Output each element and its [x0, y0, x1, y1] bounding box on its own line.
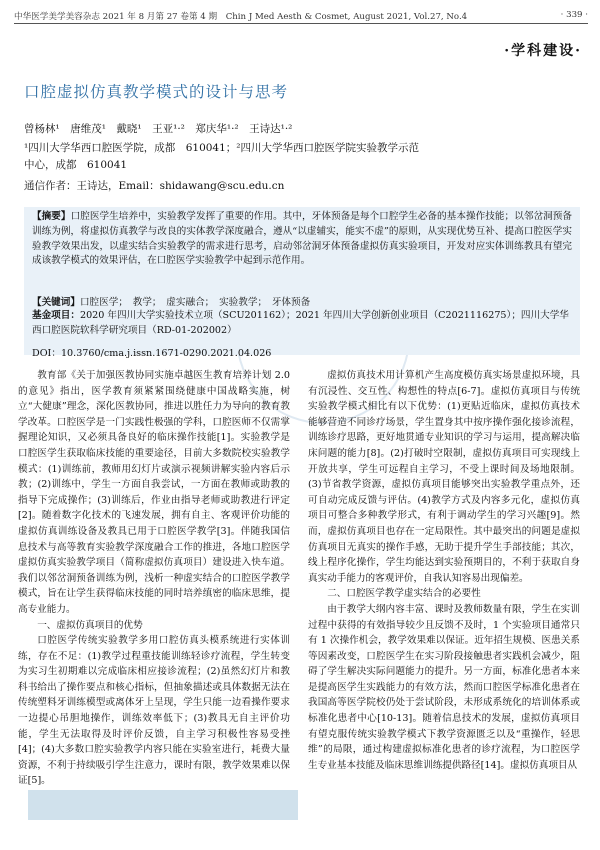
watermark-banner	[28, 790, 298, 820]
funding-label: 基金项目：	[32, 310, 80, 321]
body-paragraph: 教育部《关于加强医教协同实施卓越医生教育培养计划 2.0 的意见》指出，医学教育须紧紧围绕健康中国战略实施，树立“大健康”理念，深化医教协同，推进以胜任力为导向的教育教学改革。口腔医学是一门实践性极强的学科，口腔医师不仅需掌握理论知识，又必须具备良好的临床操作技能[1]。实验教学是口腔医学生获取临床技能的重要途径，目前大多数院校实验教学模式：(1)训练前，教师用幻灯片或演示视频讲解实验内容后示教；(2)训练中，学生一方面自我尝试，一方面在教师或助教的指导下完成操作；(3)训练后，作业由指导老师或助教进行评定[2]。随着数字化技术的飞速发展，拥有自主、客观评价功能的虚拟仿真训练设备及教具已用于口腔医学教学[3]。伴随我国信息技术与高等教育实验教学深度融合工作的推进，各地口腔医学虚拟仿真实验教学项目（简称虚拟仿真项目）建设进入快车道。我们以邻岔洞预备训练为例，浅析一种虚实结合的口腔医学教学模式，旨在让学生获得临床技能的同时培养缜密的临床思维，提高专业能力。	[18, 370, 290, 615]
doi: DOI：10.3760/cma.j.issn.1671-0290.2021.04.026	[32, 348, 272, 359]
right-column	[308, 368, 580, 773]
section-heading: 一、虚拟仿真项目的优势	[37, 619, 143, 631]
keywords-text: 口腔医学； 教学； 虚实融合； 实验教学； 牙体预备	[79, 297, 311, 308]
keywords	[32, 294, 572, 308]
abstract-label: 【摘要】	[32, 211, 71, 222]
left-column	[18, 368, 290, 789]
section-heading: 二、口腔医学教学虚实结合的必要性	[327, 588, 481, 600]
body-paragraph: 口腔医学传统实验教学多用口腔仿真头模系统进行实体训练，存在不足：(1)教学过程重技能训练轻诊疗流程，学生转变为实习生初期难以完成临床相应接诊流程；(2)虽然幻灯片和教科书给出了操作要点和核心指标，但抽象描述或具体数据无法在传统塑料牙训练模型或离体牙上呈现，学生只能一边看操作要求一边提心吊胆地操作，训练效率低下；(3)教具无自主评价功能，学生无法取得及时评价反馈，自主学习积极性容易受挫[4]；(4)大多数口腔实验教学内容只能在实验室进行，耗费大量资源，不利于持续吸引学生注意力，课时有限，教学效果难以保证[5]。	[18, 635, 290, 787]
affiliation-line-2: 中心，成都 610041	[24, 159, 128, 171]
running-header	[14, 10, 588, 22]
abstract-text: 口腔医学生培养中，实验教学发挥了重要的作用。其中，牙体预备是每个口腔学生必备的基本操作技能；以邻岔洞预备训练为例，将虚拟仿真教学与改良的实体教学深度融合，遵从“以虚辅实，能实不虚”的原则，从实现优势互补、提高口腔医学实验教学效果出发，以虚实结合实验教学的需求进行思考，启动邻岔洞牙体预备虚拟仿真实验项目，开发对应实体训练教具有望完成该教学模式的效果评估，在口腔医学实验教学中起到示范作用。	[32, 211, 573, 267]
author-list: 曾杨林¹ 唐维茂¹ 戴晓¹ 王亚¹·² 郑庆华¹·² 王诗达¹·²	[24, 123, 293, 135]
funding	[32, 309, 572, 338]
body-paragraph: 虚拟仿真技术用计算机产生高度模仿真实场景虚拟环境，具有沉浸性、交互性、构想性的特点[6-7]。虚拟仿真项目与传统实验教学模式相比有以下优势：(1)更贴近临床，虚拟仿真技术能够营造不同诊疗场景，学生置身其中按序操作强化接诊流程，训练诊疗思路，更好地贯通专业知识的学习与运用，提高解决临床问题的能力[8]。(2)打破时空限制，虚拟仿真项目可实现线上开放共享，学生可远程自主学习，不受上课时间及场地限制。(3)节省教学资源，虚拟仿真项目能够突出实验教学重点外，还可自动完成反馈与评估。(4)教学方式及内容多元化，虚拟仿真项目可整合多种教学形式，有利于调动学生的学习兴趣[9]。然而，虚拟仿真项目也存在一定局限性。其中最突出的问题是虚拟仿真项目无真实的操作手感，无助于提升学生手部技能；其次，线上程序化操作，学生均能达到实验预期目的，不利于获取自身真实动手能力的客观评价，自我认知容易出现偏差。	[308, 370, 580, 584]
page-number: · 339 ·	[560, 10, 588, 20]
running-header-left: 中华医学美学美容杂志 2021 年 8 月第 27 卷第 4 期 Chin J Med Aesth & Cosmet, August 2021, Vol.27, No.4	[14, 12, 468, 22]
article-title: 口腔虚拟仿真教学模式的设计与思考	[24, 83, 289, 101]
abstract	[32, 210, 572, 269]
keywords-label: 【关键词】	[32, 297, 80, 308]
body-paragraph: 由于教学大纲内容丰富、课时及教师数量有限，学生在实训过程中获得的有效指导较少且反馈不及时，1 个实验项目通常只有 1 次操作机会，教学效果难以保证。近年招生规模、医患关系等因素改变，口腔医学生在实习阶段接触患者实践机会减少，阻碍了学生解决实际问题能力的提升。另一方面，标准化患者本来是提高医学生实践能力的有效方法，然而口腔医学标准化患者在我国高等医学院校仍处于尝试阶段，未形成系统化的培训体系或标准化患者中心[10-13]。随着信息技术的发展，虚拟仿真项目有望克服传统实验教学模式下教学资源匮乏以及“重操作，轻思维”的局限，通过构建虚拟标准化患者的诊疗流程，为口腔医学生专业基本技能及临床思维训练提供路径[14]。虚拟仿真项目从	[308, 603, 580, 771]
section-tag: ·学科建设·	[504, 43, 582, 59]
affiliation-line-1: ¹四川大学华西口腔医学院，成都 610041；²四川大学华西口腔医学院实验教学示范	[24, 142, 419, 154]
header-rule	[14, 23, 588, 24]
affiliations	[24, 140, 584, 174]
corresponding-author: 通信作者：王诗达，Email：shidawang@scu.edu.cn	[24, 180, 285, 192]
funding-text: 2020 年四川大学实验技术立项（SCU201162）；2021 年四川大学创新创业项目（C2021116275）；四川大学华西口腔医院软科学研究项目（RD-01-202002）	[32, 310, 569, 336]
